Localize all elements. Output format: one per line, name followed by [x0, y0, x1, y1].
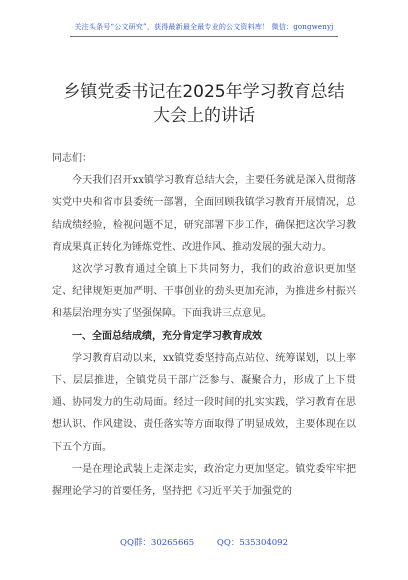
- footer-qq: QQ：535304092: [216, 538, 288, 548]
- section-heading-1: 一、全面总结成绩，充分肯定学习教育成效: [72, 330, 262, 342]
- paragraph-1: 今天我们召开xx镇学习教育总结大会，主要任务就是深入贯彻落实党中央和省市县委统一部署，全面回顾我镇学习教育开展情况，总结成绩经验，检视问题不足，研究部署下步工作，确保把这次学习教育成果真正转化为锤炼党性、改进作风、推动发展的强大动力。: [52, 175, 356, 253]
- title-line-1: 乡镇党委书记在2025年学习教育总结: [63, 82, 345, 102]
- footer-contact: [0, 536, 408, 548]
- paragraph-3: 学习教育启动以来，xx镇党委坚持高点站位、统筹谋划，以上率下、层层推进，全镇党员干部广泛参与、凝聚合力，形成了上下贯通、协同发力的生动局面。经过一段时间的扎实实践，学习教育在思想认识、作风建设、责任落实等方面取得了明显成效，主要体现在以下五个方面。: [52, 352, 356, 453]
- paragraph-2: 这次学习教育通过全镇上下共同努力，我们的政治意识更加坚定、纪律规矩更加严明、干事创业的劲头更加充沛，为推进乡村振兴和基层治理夯实了坚强保障。下面我讲三点意见。: [52, 264, 356, 320]
- salutation: 同志们：: [52, 153, 92, 164]
- document-title: [40, 80, 368, 128]
- paragraph-4: 一是在理论武装上走深走实，政治定力更加坚定。镇党委牢牢把握理论学习的首要任务，坚持把《习近平关于加强党的: [52, 463, 356, 498]
- document-body: [52, 148, 356, 503]
- header-banner: 关注头条号“公文研究”，获得最新最全最专业的公文资料库！ 微信：gongwenyj: [70, 22, 338, 37]
- footer-qq-group: QQ群：30265665: [119, 538, 195, 548]
- title-line-2: 大会上的讲话: [153, 106, 255, 126]
